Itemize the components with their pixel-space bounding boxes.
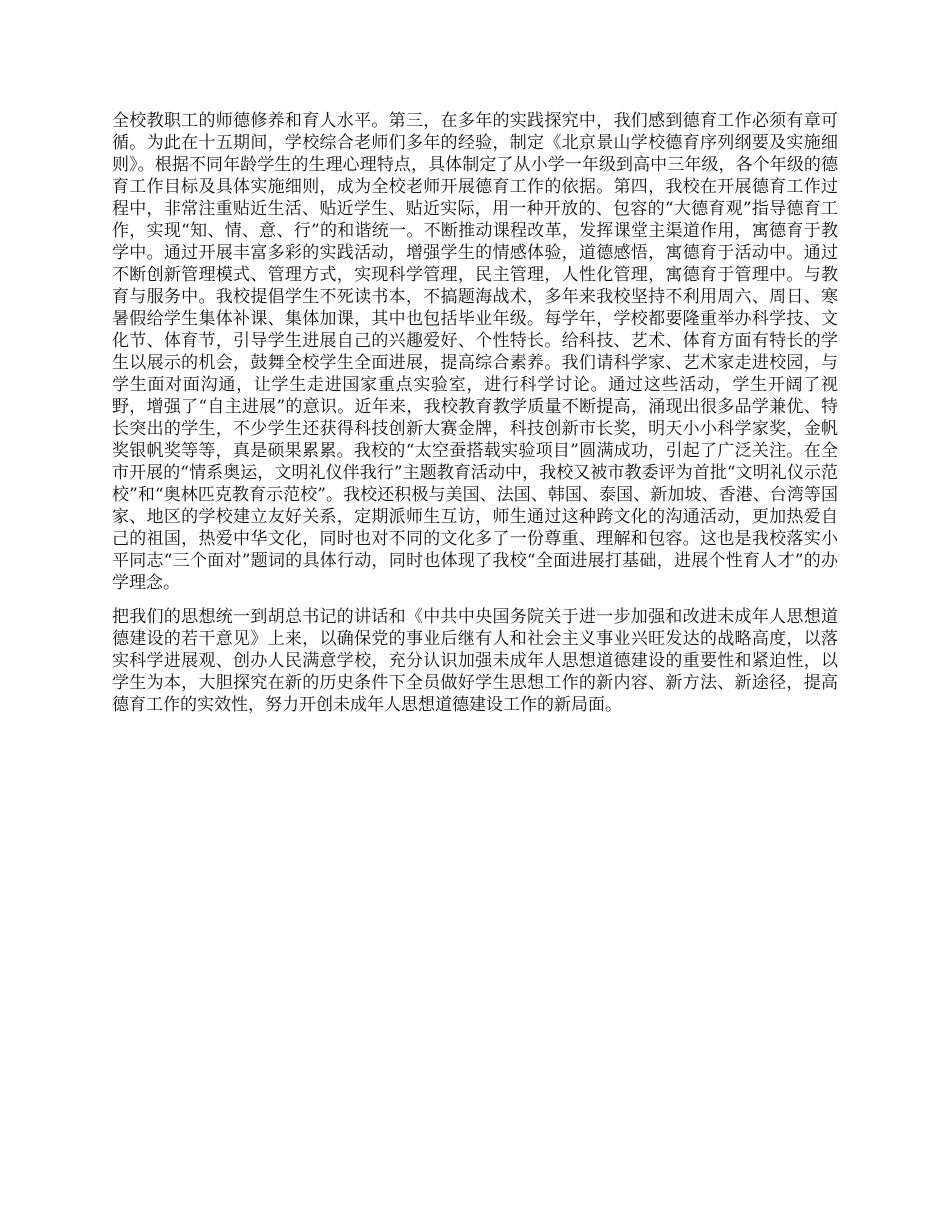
body-paragraph-2: 把我们的思想统一到胡总书记的讲话和《中共中央国务院关于进一步加强和改进未成年人思想道德建设的若干意见》上来，以确保党的事业后继有人和社会主义事业兴旺发达的战略高度，以落实科学进展观、创办人民满意学校，充分认识加强未成年人思想道德建设的重要性和紧迫性，以学生为本，大胆探究在新的历史条件下全员做好学生思想工作的新内容、新方法、新途径，提高德育工作的实效性，努力开创未成年人思想道德建设工作的新局面。 [112,607,838,715]
document-body [112,110,838,716]
body-paragraph-1: 全校教职工的师德修养和育人水平。第三，在多年的实践探究中，我们感到德育工作必须有章可循。为此在十五期间，学校综合老师们多年的经验，制定《北京景山学校德育序列纲要及实施细则》。根据不同年龄学生的生理心理特点，具体制定了从小学一年级到高中三年级，各个年级的德育工作目标及具体实施细则，成为全校老师开展德育工作的依据。第四，我校在开展德育工作过程中，非常注重贴近生活、贴近学生、贴近实际，用一种开放的、包容的“大德育观”指导德育工作，实现“知、情、意、行”的和谐统一。不断推动课程改革，发挥课堂主渠道作用，寓德育于教学中。通过开展丰富多彩的实践活动，增强学生的情感体验，道德感悟，寓德育于活动中。通过不断创新管理模式、管理方式，实现科学管理，民主管理，人性化管理，寓德育于管理中。与教育与服务中。我校提倡学生不死读书本，不搞题海战术，多年来我校坚持不利用周六、周日、寒暑假给学生集体补课、集体加课，其中也包括毕业年级。每学年，学校都要隆重举办科学技、文化节、体育节，引导学生进展自己的兴趣爱好、个性特长。给科技、艺术、体育方面有特长的学生以展示的机会，鼓舞全校学生全面进展，提高综合素养。我们请科学家、艺术家走进校园，与学生面对面沟通，让学生走进国家重点实验室，进行科学讨论。通过这些活动，学生开阔了视野，增强了“自主进展”的意识。近年来，我校教育教学质量不断提高，涌现出很多品学兼优、特长突出的学生，不少学生还获得科技创新大赛金牌，科技创新市长奖，明天小小科学家奖，金帆奖银帆奖等等，真是硕果累累。我校的“太空蚕搭载实验项目”圆满成功，引起了广泛关注。在全市开展的“情系奥运，文明礼仪伴我行”主题教育活动中，我校又被市教委评为首批“文明礼仪示范校”和“奥林匹克教育示范校”。我校还积极与美国、法国、韩国、泰国、新加坡、香港、台湾等国家、地区的学校建立友好关系，定期派师生互访，师生通过这种跨文化的沟通活动，更加热爱自己的祖国，热爱中华文化，同时也对不同的文化多了一份尊重、理解和包容。这也是我校落实小平同志“三个面对”题词的具体行动，同时也体现了我校“全面进展打基础，进展个性育人才”的办学理念。 [112,111,838,593]
